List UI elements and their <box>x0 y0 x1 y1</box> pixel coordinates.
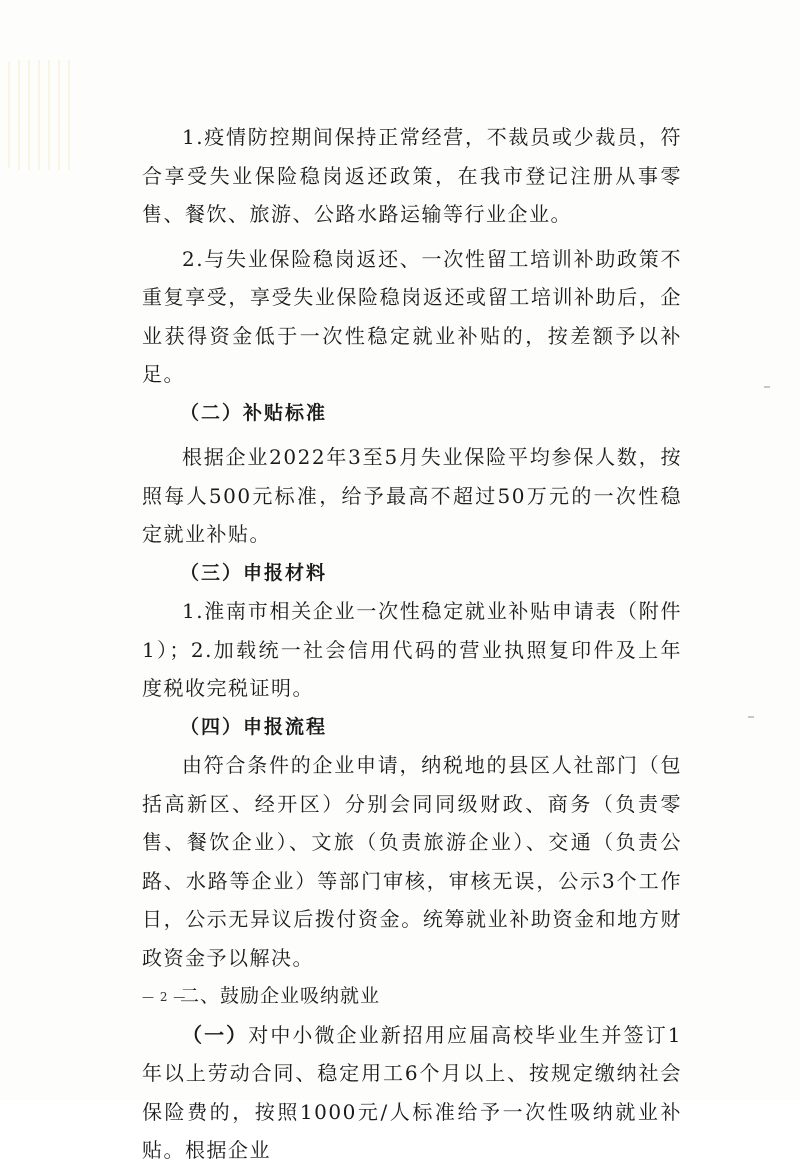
paragraph-application-process: 由符合条件的企业申请，纳税地的县区人社部门（包括高新区、经开区）分别会同同级财政、商务（负责零售、餐饮企业）、文旅（负责旅游企业）、交通（负责公路、水路等企业）等部门审核，审核无误，公示3个工作日，公示无异议后拨付资金。统筹就业补助资金和地方财政资金予以解决。 <box>142 753 682 970</box>
paragraph-lead-number: （一） <box>182 1022 249 1047</box>
paragraph-application-materials: 1.淮南市相关企业一次性稳定就业补贴申请表（附件1）；2.加载统一社会信用代码的营业执照复印件及上年度税收完税证明。 <box>142 599 682 700</box>
heading-subsidy-standard: （二）补贴标准 <box>180 401 328 424</box>
heading-application-process: （四）申报流程 <box>180 715 328 738</box>
paragraph-graduate-subsidy-text: 对中小微企业新招用应届高校毕业生并签订1年以上劳动合同、稳定用工6个月以上、按规定缴纳社会保险费的，按照1000元/人标准给予一次性吸纳就业补贴。根据企业 <box>142 1022 682 1162</box>
paragraph-condition-2: 2.与失业保险稳岗返还、一次性留工培训补助政策不重复享受，享受失业保险稳岗返还或留工培训补助后，企业获得资金低于一次性稳定就业补贴的，按差额予以补足。 <box>142 246 682 386</box>
paragraph-subsidy-standard: 根据企业2022年3至5月失业保险平均参保人数，按照每人500元标准，给予最高不超过50万元的一次性稳定就业补贴。 <box>142 445 682 546</box>
heading-encourage-employment: 二、鼓励企业吸纳就业 <box>180 985 381 1007</box>
paragraph-condition-1: 1.疫情防控期间保持正常经营，不裁员或少裁员，符合享受失业保险稳岗返还政策，在我市登记注册从事零售、餐饮、旅游、公路水路运输等行业企业。 <box>142 125 682 226</box>
page-number: — 2 — <box>142 990 187 1004</box>
scan-artifact <box>764 386 770 388</box>
paragraph-graduate-subsidy <box>142 1016 682 1170</box>
scan-artifact <box>8 60 78 170</box>
document-body <box>142 118 682 1170</box>
scan-artifact <box>748 716 754 718</box>
heading-application-materials: （三）申报材料 <box>180 561 328 584</box>
